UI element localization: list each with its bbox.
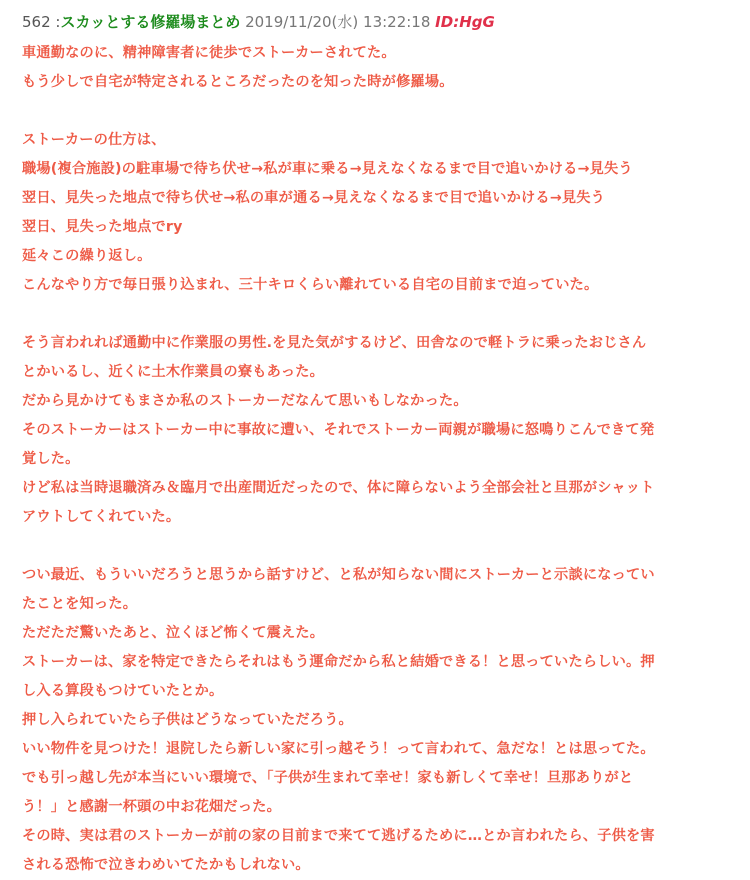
post-line: つい最近、もういいだろうと思うから話すけど、と私が知らない間にストーカーと示談になってい [22,567,655,583]
post-line: そのストーカーはストーカー中に事故に遭い、それでストーカー両親が職場に怒鳴りこんできて発 [22,422,655,438]
post-line: いい物件を見つけた！退院したら新しい家に引っ越そう！って言われて、急だな！とは思ってた。 [22,741,655,757]
poster-name[interactable]: スカッとする修羅場まとめ [60,13,241,31]
post-line: 覚した。 [22,451,80,467]
post-line: もう少しで自宅が特定されるところだったのを知った時が修羅場。 [22,74,454,90]
post-line: とかいるし、近くに土木作業員の寮もあった。 [22,364,324,380]
post-header [22,12,495,32]
post-line: だから見かけてもまさか私のストーカーだなんて思いもしなかった。 [22,393,468,409]
post-line: される恐怖で泣きわめいてたかもしれない。 [22,857,310,873]
post-body [22,39,734,880]
post-line: たことを知った。 [22,596,138,612]
post-line: 職場(複合施設)の駐車場で待ち伏せ→私が車に乗る→見えなくなるまで目で追いかける→見失う [22,161,633,177]
post-line: 延々この繰り返し。 [22,248,152,264]
post-line [22,532,734,561]
post-separator: : [50,13,61,31]
post-line: ストーカーの仕方は、 [22,132,166,148]
post-line: ただただ驚いたあと、泣くほど怖くて震えた。 [22,625,325,641]
post-line [22,300,734,329]
post-number[interactable]: 562 [22,13,51,31]
post-line: 翌日、見失った地点で待ち伏せ→私の車が通る→見えなくなるまで目で追いかける→見失う [22,190,605,206]
post-date: 2019/11/20(水) 13:22:18 [240,13,436,31]
post-line [22,97,734,126]
post-line: 押し入られていたら子供はどうなっていただろう。 [22,712,353,728]
post-line: こんなやり方で毎日張り込まれ、三十キロくらい離れている自宅の目前まで迫っていた。 [22,277,599,293]
post-line: そう言われれば通勤中に作業服の男性.を見た気がするけど、田舎なので軽トラに乗ったおじさん [22,335,647,351]
post-line: し入る算段もつけていたとか。 [22,683,224,699]
post-line: けど私は当時退職済み＆臨月で出産間近だったので、体に障らないよう全部会社と旦那がシャット [22,480,655,496]
poster-id[interactable]: ID:HgG [435,13,495,31]
post-line: 車通勤なのに、精神障害者に徒歩でストーカーされてた。 [22,45,396,61]
post-line: でも引っ越し先が本当にいい環境で、「子供が生まれて幸せ！家も新しくて幸せ！旦那ありがと [22,770,634,786]
post-line: アウトしてくれていた。 [22,509,181,525]
post-line: その時、実は君のストーカーが前の家の目前まで来てて逃げるために…とか言われたら、子供を害 [22,828,655,844]
post-line: ストーカーは、家を特定できたらそれはもう運命だから私と結婚できる！と思っていたらしい。押 [22,654,655,670]
post-line: う！」と感謝一杯頭の中お花畑だった。 [22,799,281,815]
post-line: 翌日、見失った地点でry [22,219,183,235]
